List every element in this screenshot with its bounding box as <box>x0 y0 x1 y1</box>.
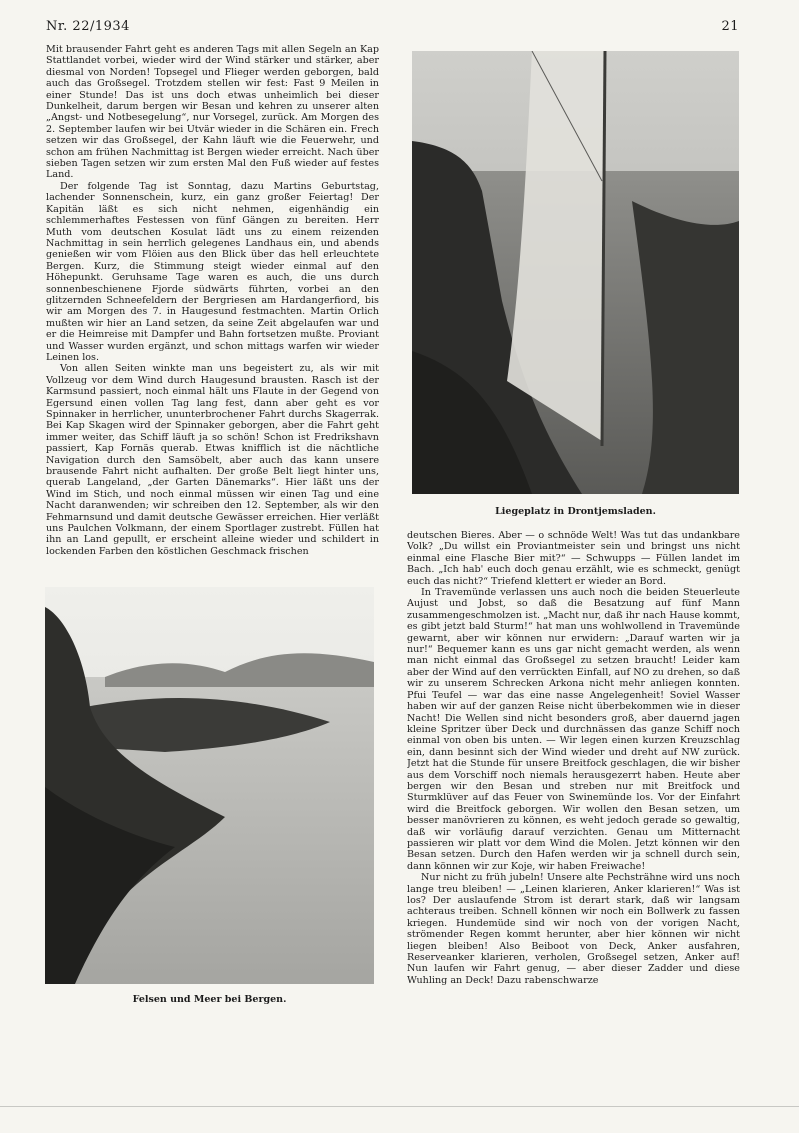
page-number: 21 <box>721 19 739 34</box>
issue-number: Nr. 22/1934 <box>46 19 130 34</box>
rocks-photo <box>45 587 374 984</box>
sail-photo-caption: Liegeplatz in Drontjemsladen. <box>495 506 656 517</box>
paragraph: In Travemünde verlassen uns auch noch die beiden Steuerleute Aujust und Jobst, so daß die Besatzung auf fünf Mann zusammengeschmolzen ist. „Macht nur, daß ihr nach Hause kommt, es gibt jetzt bald Sturm!“ hat man uns wohlwollend in Travemünde gewarnt, aber wir können nur erwidern: „Darauf warten wir ja nur!“ Bequemer kann es uns gar nicht gemacht werden, als wenn man nicht einmal das Großsegel zu setzen braucht! Leider kam aber der Wind auf den verrückten Einfall, auf NO zu drehen, so daß wir zu unserem Schrecken Arkona nicht mehr anliegen konnten. Pfui Teufel — war das eine nasse Angelegenheit! Soviel Wasser haben wir auf der ganzen Reise nicht überbekommen wie in dieser Nacht! Die Wellen sind nicht besonders groß, aber dauernd jagen kleine Spritzer über Deck und durchnässen das ganze Schiff noch einmal von oben bis unten. — Wir legen einen kurzen Kreuzschlag ein, dann besinnt sich der Wind wieder und dreht auf NW zurück. Jetzt hat die Stunde für unsere Breitfock geschlagen, die wir bisher aus dem Vorschiff noch niemals herausgezerrt haben. Heute aber bergen wir den Besan und streben nur mit Breitfock und Sturmklüver auf das Feuer von Swinemünde los. Vor der Einfahrt wird die Breitfock geborgen. Wir wollen den Besan setzen, um besser manövrieren zu können, es weht jedoch gerade so gewaltig, daß wir vorläufig darauf verzichten. Genau um Mitternacht passieren wir platt vor dem Wind die Molen. Jetzt können wir den Besan setzen. Durch den Hafen werden wir ja schnell durch sein, dann können wir zur Koje, wir haben Freiwache! <box>407 587 740 872</box>
rocks-photo-caption: Felsen und Meer bei Bergen. <box>132 994 287 1005</box>
paragraph: Von allen Seiten winkte man uns begeistert zu, als wir mit Vollzeug vor dem Wind durch Haugesund brausten. Rasch ist der Karmsund passiert, noch einmal hält uns Flaute in der Gegend von Egersund einen vollen Tag lang fest, dann aber geht es vor Spinnaker in herrlicher, ununterbrochener Fahrt durchs Skagerrak. Bei Kap Skagen wird der Spinnaker geborgen, aber die Fahrt geht immer weiter, das Schiff läuft ja so schön! Schon ist Fredrikshavn passiert, Kap Fornäs querab. Etwas knifflich ist die nächtliche Navigation durch den Samsöbelt, aber auch das kann unsere brausende Fahrt nicht aufhalten. Der große Belt liegt hinter uns, querab Langeland, „der Garten Dänemarks“. Hier läßt uns der Wind im Stich, und noch einmal müssen wir einen Tag und eine Nacht daranwenden; wir schreiben den 12. September, als wir den Fehmarnsund und damit deutsche Gewässer erreichen. Hier verläßt uns Paulchen Volkmann, der einem Sportlager zustrebt. Füllen hat ihn an Land gepullt, er erscheint alleine wieder und schildert in lockenden Farben den köstlichen Geschmack frischen <box>46 363 379 557</box>
bottom-rule <box>0 1106 799 1107</box>
sail-photo <box>412 51 739 494</box>
right-column-text <box>407 530 740 1010</box>
sail-photo-graphic <box>412 51 739 494</box>
paragraph: Mit brausender Fahrt geht es anderen Tags mit allen Segeln an Kap Stattlandet vorbei, wieder wird der Wind stärker und stärker, aber diesmal von Norden! Topsegel und Flieger werden geborgen, bald auch das Großsegel. Trotzdem stellen wir fest: Fast 9 Meilen in einer Stunde! Das ist uns doch etwas unheimlich bei dieser Dunkelheit, darum bergen wir Besan und kehren zu unserer alten „Angst- und Notbesegelung“, nur Vorsegel, zurück. Am Morgen des 2. September laufen wir bei Utvär wieder in die Schären ein. Frech setzen wir das Großsegel, der Kahn läuft wie die Feuerwehr, und schon am frühen Nachmittag ist Bergen wieder erreicht. Nach über sieben Tagen setzen wir zum ersten Mal den Fuß wieder auf festes Land. <box>46 44 379 181</box>
paragraph: Der folgende Tag ist Sonntag, dazu Martins Geburtstag, lachender Sonnenschein, kurz, ein ganz großer Feiertag! Der Kapitän läßt es sich nicht nehmen, eigenhändig ein schlemmerhaftes Festessen von fünf Gängen zu bereiten. Herr Muth vom deutschen Kosulat lädt uns zu einem reizenden Nachmittag in sein herrlich gelegenes Landhaus ein, und abends genießen wir vom Flöien aus den Blick über das hell erleuchtete Bergen. Kurz, die Stimmung steigt wieder einmal auf den Höhepunkt. Geruhsame Tage waren es auch, die uns durch sonnenbeschienene Fjorde südwärts führten, vorbei an den glitzernden Schneefeldern der Bergriesen am Hardangerfiord, bis wir am Morgen des 7. in Haugesund festmachten. Martin Orlich mußten wir hier an Land setzen, da seine Zeit abgelaufen war und er die Heimreise mit Dampfer und Bahn fortsetzen mußte. Proviant und Wasser wurden ergänzt, und schon mittags warfen wir wieder Leinen los. <box>46 180 379 363</box>
rocks-photo-graphic <box>45 587 374 984</box>
paragraph: Nur nicht zu früh jubeln! Unsere alte Pechsträhne wird uns noch lange treu bleiben! — „Leinen klarieren, Anker klarieren!“ Was ist los? Der auslaufende Strom ist derart stark, daß wir langsam achteraus treiben. Schnell können wir noch ein Bollwerk zu fassen kriegen. Hundemüde sind wir noch von der vorigen Nacht, strömender Regen kommt herunter, aber hier können wir nicht liegen bleiben! Also Beiboot von Deck, Anker ausfahren, Reserveanker klarieren, verholen, Großsegel setzen, Anker auf! Nun laufen wir Fahrt genug, — aber dieser Zadder und diese Wuhling an Deck! Dazu rabenschwarze <box>407 872 740 986</box>
paragraph: deutschen Bieres. Aber — o schnöde Welt! Was tut das undankbare Volk? „Du willst ein Proviantmeister sein und bringst uns nicht einmal eine Flasche Bier mit?“ — Schwupps — Füllen landet im Bach. „Ich hab' euch doch genau erzählt, wie es schmeckt, genügt euch das nicht?“ Triefend klettert er wieder an Bord. <box>407 530 740 587</box>
left-column-text <box>46 44 379 574</box>
